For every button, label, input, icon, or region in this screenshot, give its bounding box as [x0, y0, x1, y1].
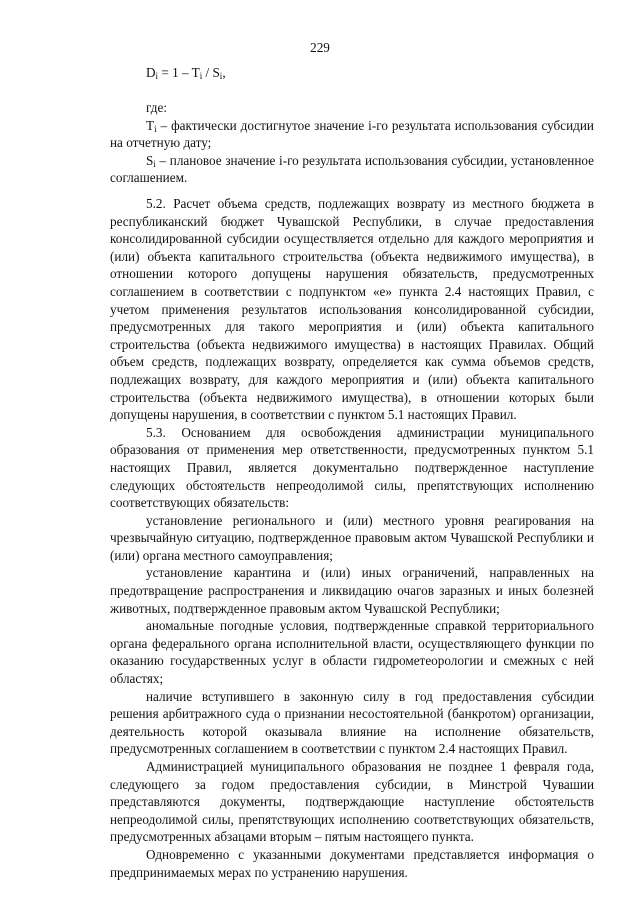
formula: [146, 64, 226, 82]
s-symbol: S: [146, 152, 154, 168]
formula-d: D: [146, 65, 156, 80]
paragraph-information: Одновременно с указанными документами представляется информация о предпринимаемых мерах по устранению нарушения.: [110, 846, 594, 880]
definition-s: [110, 152, 594, 187]
body-text: [110, 195, 594, 881]
formula-t-sub: i: [199, 71, 203, 81]
paragraph-deadline: Администрацией муниципального образования не позднее 1 февраля года, следующего за годом предоставления субсидии, в Минстрой Чувашии представляются документы, подтверждающие наступление обстоятельств непреодолимой силы, препятствующих исполнению соответствующих обязательств, предусмотренных абзацами вторым – пятым настоящего пункта.: [110, 759, 594, 845]
paragraph-5-3: 5.3. Основанием для освобождения администрации муниципального образования от применения мер ответственности, предусмотренных пунктом 5.1 настоящих Правил, является документально подтвержденное наступление следующих обстоятельств непреодолимой силы, препятствующих исполнению соответствующих обязательств:: [110, 424, 594, 511]
paragraph-emergency: установление регионального и (или) местного уровня реагирования на чрезвычайную ситуацию, подтвержденное правовым актом Чувашской Республики и (или) органа местного самоуправления;: [110, 512, 594, 563]
formula-d-sub: i: [155, 71, 159, 81]
t-sub: i: [154, 123, 157, 134]
definitions-block: [110, 99, 594, 187]
formula-tail: ,: [222, 65, 226, 80]
formula-slash: / S: [202, 65, 220, 80]
s-sub: i: [153, 158, 156, 169]
formula-s-sub: i: [219, 71, 223, 81]
paragraph-quarantine: установление карантина и (или) иных ограничений, направленных на предотвращение распространения и ликвидацию очагов заразных и иных болезней животных, подтвержденное правовым актом Чувашской Республики;: [110, 565, 594, 616]
formula-mid: = 1 – T: [158, 65, 200, 80]
page-number: 229: [310, 40, 330, 55]
paragraph-bankruptcy: наличие вступившего в законную силу в год предоставления субсидии решения арбитражного суда о признании несостоятельной (банкротом) организации, деятельность которой оказывала влияние на исполнение обязательств, предусмотренных соглашением в соответствии с пунктом 2.4 настоящих Правил.: [110, 688, 594, 757]
t-text: – фактически достигнутое значение i-го результата использования субсидии на отчетную дату;: [110, 117, 594, 151]
definition-t: [110, 117, 594, 152]
where-label: где:: [146, 100, 167, 115]
s-text: – плановое значение i-го результата использования субсидии, установленное соглашением.: [110, 152, 594, 186]
t-symbol: T: [146, 117, 155, 133]
paragraph-5-2: 5.2. Расчет объема средств, подлежащих возврату из местного бюджета в республиканский бюджет Чувашской Республики, в случае предоставления консолидированной субсидии осуществляется отдельно для каждого мероприятия и (или) объекта капитального строительства (объекта недвижимого имущества), в отношении которого допущены нарушения обязательств, предусмотренных соглашением в соответствии с подпунктом «е» пункта 2.4 настоящих Правил, с учетом применения результатов использования консолидированной субсидии, предусмотренных для такого мероприятия и (или) объекта капитального строительства (объекта недвижимого имущества) в настоящих Правилах. Общий объем средств, подлежащих возврату, определяется как сумма объемов средств, подлежащих возврату, для каждого мероприятия и (или) объекта капитального строительства (объекта недвижимого имущества), в отношении которых были допущены нарушения, в соответствии с пунктом 5.1 настоящих Правил.: [110, 196, 594, 423]
paragraph-weather: аномальные погодные условия, подтвержденные справкой территориального органа федерального органа исполнительной власти, осуществляющего функции по оказанию государственных услуг в области гидрометеорологии и смежных с ней областях;: [110, 618, 594, 687]
